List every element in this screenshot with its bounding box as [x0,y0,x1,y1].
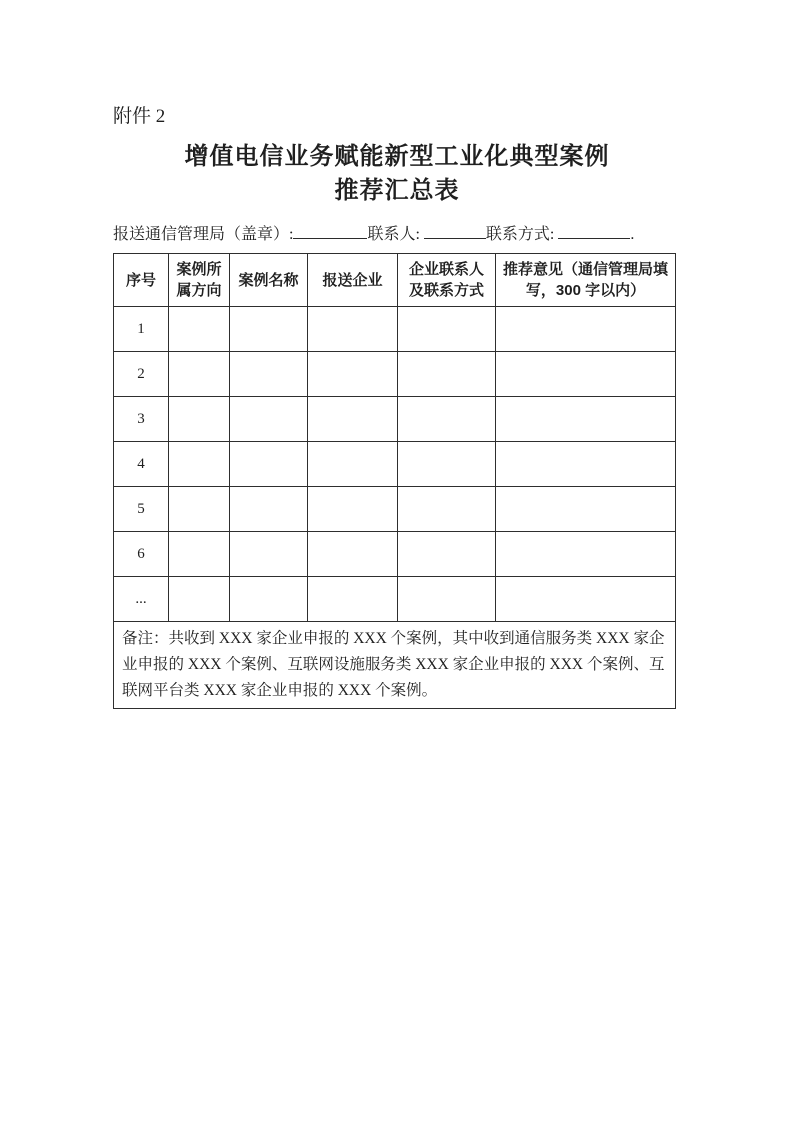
empty-cell [496,307,676,352]
empty-cell [308,352,398,397]
empty-cell [230,532,308,577]
empty-cell [496,487,676,532]
table-row [114,487,676,532]
empty-cell [496,442,676,487]
empty-cell [398,442,496,487]
trailing-period: . [630,226,635,243]
note-row [114,622,676,709]
empty-cell [308,397,398,442]
row-number-cell: 1 [114,307,169,352]
empty-cell [230,397,308,442]
empty-cell [496,577,676,622]
report-org-label: 报送通信管理局（盖章）: [113,226,294,243]
page-title [113,140,681,208]
header-serial-number: 序号 [114,254,169,307]
empty-cell [169,352,230,397]
table-row [114,352,676,397]
contact-label: 联系人: [367,226,420,243]
attachment-label: 附件 2 [113,106,166,127]
empty-cell [398,487,496,532]
page-title-line1: 增值电信业务赋能新型工业化典型案例 [184,144,610,170]
row-number-cell: 6 [114,532,169,577]
empty-cell [169,442,230,487]
empty-cell [169,532,230,577]
summary-table [113,253,676,709]
empty-cell [169,577,230,622]
empty-cell [230,442,308,487]
contact-method-blank-line [558,223,630,239]
table-header-row [114,254,676,307]
empty-cell [230,487,308,532]
empty-cell [496,352,676,397]
table-row [114,397,676,442]
header-reporting-enterprise: 报送企业 [308,254,398,307]
stamp-blank-line [293,223,367,239]
row-number-cell: 5 [114,487,169,532]
row-number-cell: 4 [114,442,169,487]
empty-cell [496,532,676,577]
empty-cell [169,397,230,442]
row-number-cell: 3 [114,397,169,442]
table-row [114,532,676,577]
table-row [114,307,676,352]
header-enterprise-contact: 企业联系人及联系方式 [398,254,496,307]
note-cell: 备注：共收到 XXX 家企业申报的 XXX 个案例，其中收到通信服务类 XXX 家企业申报的 XXX 个案例、互联网设施服务类 XXX 家企业申报的 XXX 个案例、互联网平台类 XXX 家企业申报的 XXX 个案例。 [114,622,676,709]
empty-cell [398,532,496,577]
empty-cell [398,307,496,352]
header-recommendation-opinion: 推荐意见（通信管理局填写，300 字以内） [496,254,676,307]
empty-cell [308,532,398,577]
row-number-cell: 2 [114,352,169,397]
header-case-direction: 案例所属方向 [169,254,230,307]
empty-cell [398,352,496,397]
empty-cell [398,577,496,622]
report-info-line [113,223,681,247]
row-number-cell: ... [114,577,169,622]
table-row [114,577,676,622]
header-case-name: 案例名称 [230,254,308,307]
contact-method-label: 联系方式: [485,226,555,243]
table-row [114,442,676,487]
empty-cell [230,577,308,622]
empty-cell [496,397,676,442]
empty-cell [308,442,398,487]
empty-cell [169,487,230,532]
page-title-line2: 推荐汇总表 [334,178,460,204]
empty-cell [398,397,496,442]
empty-cell [230,307,308,352]
empty-cell [308,577,398,622]
empty-cell [230,352,308,397]
empty-cell [308,307,398,352]
empty-cell [308,487,398,532]
empty-cell [169,307,230,352]
contact-blank-line [424,223,486,239]
